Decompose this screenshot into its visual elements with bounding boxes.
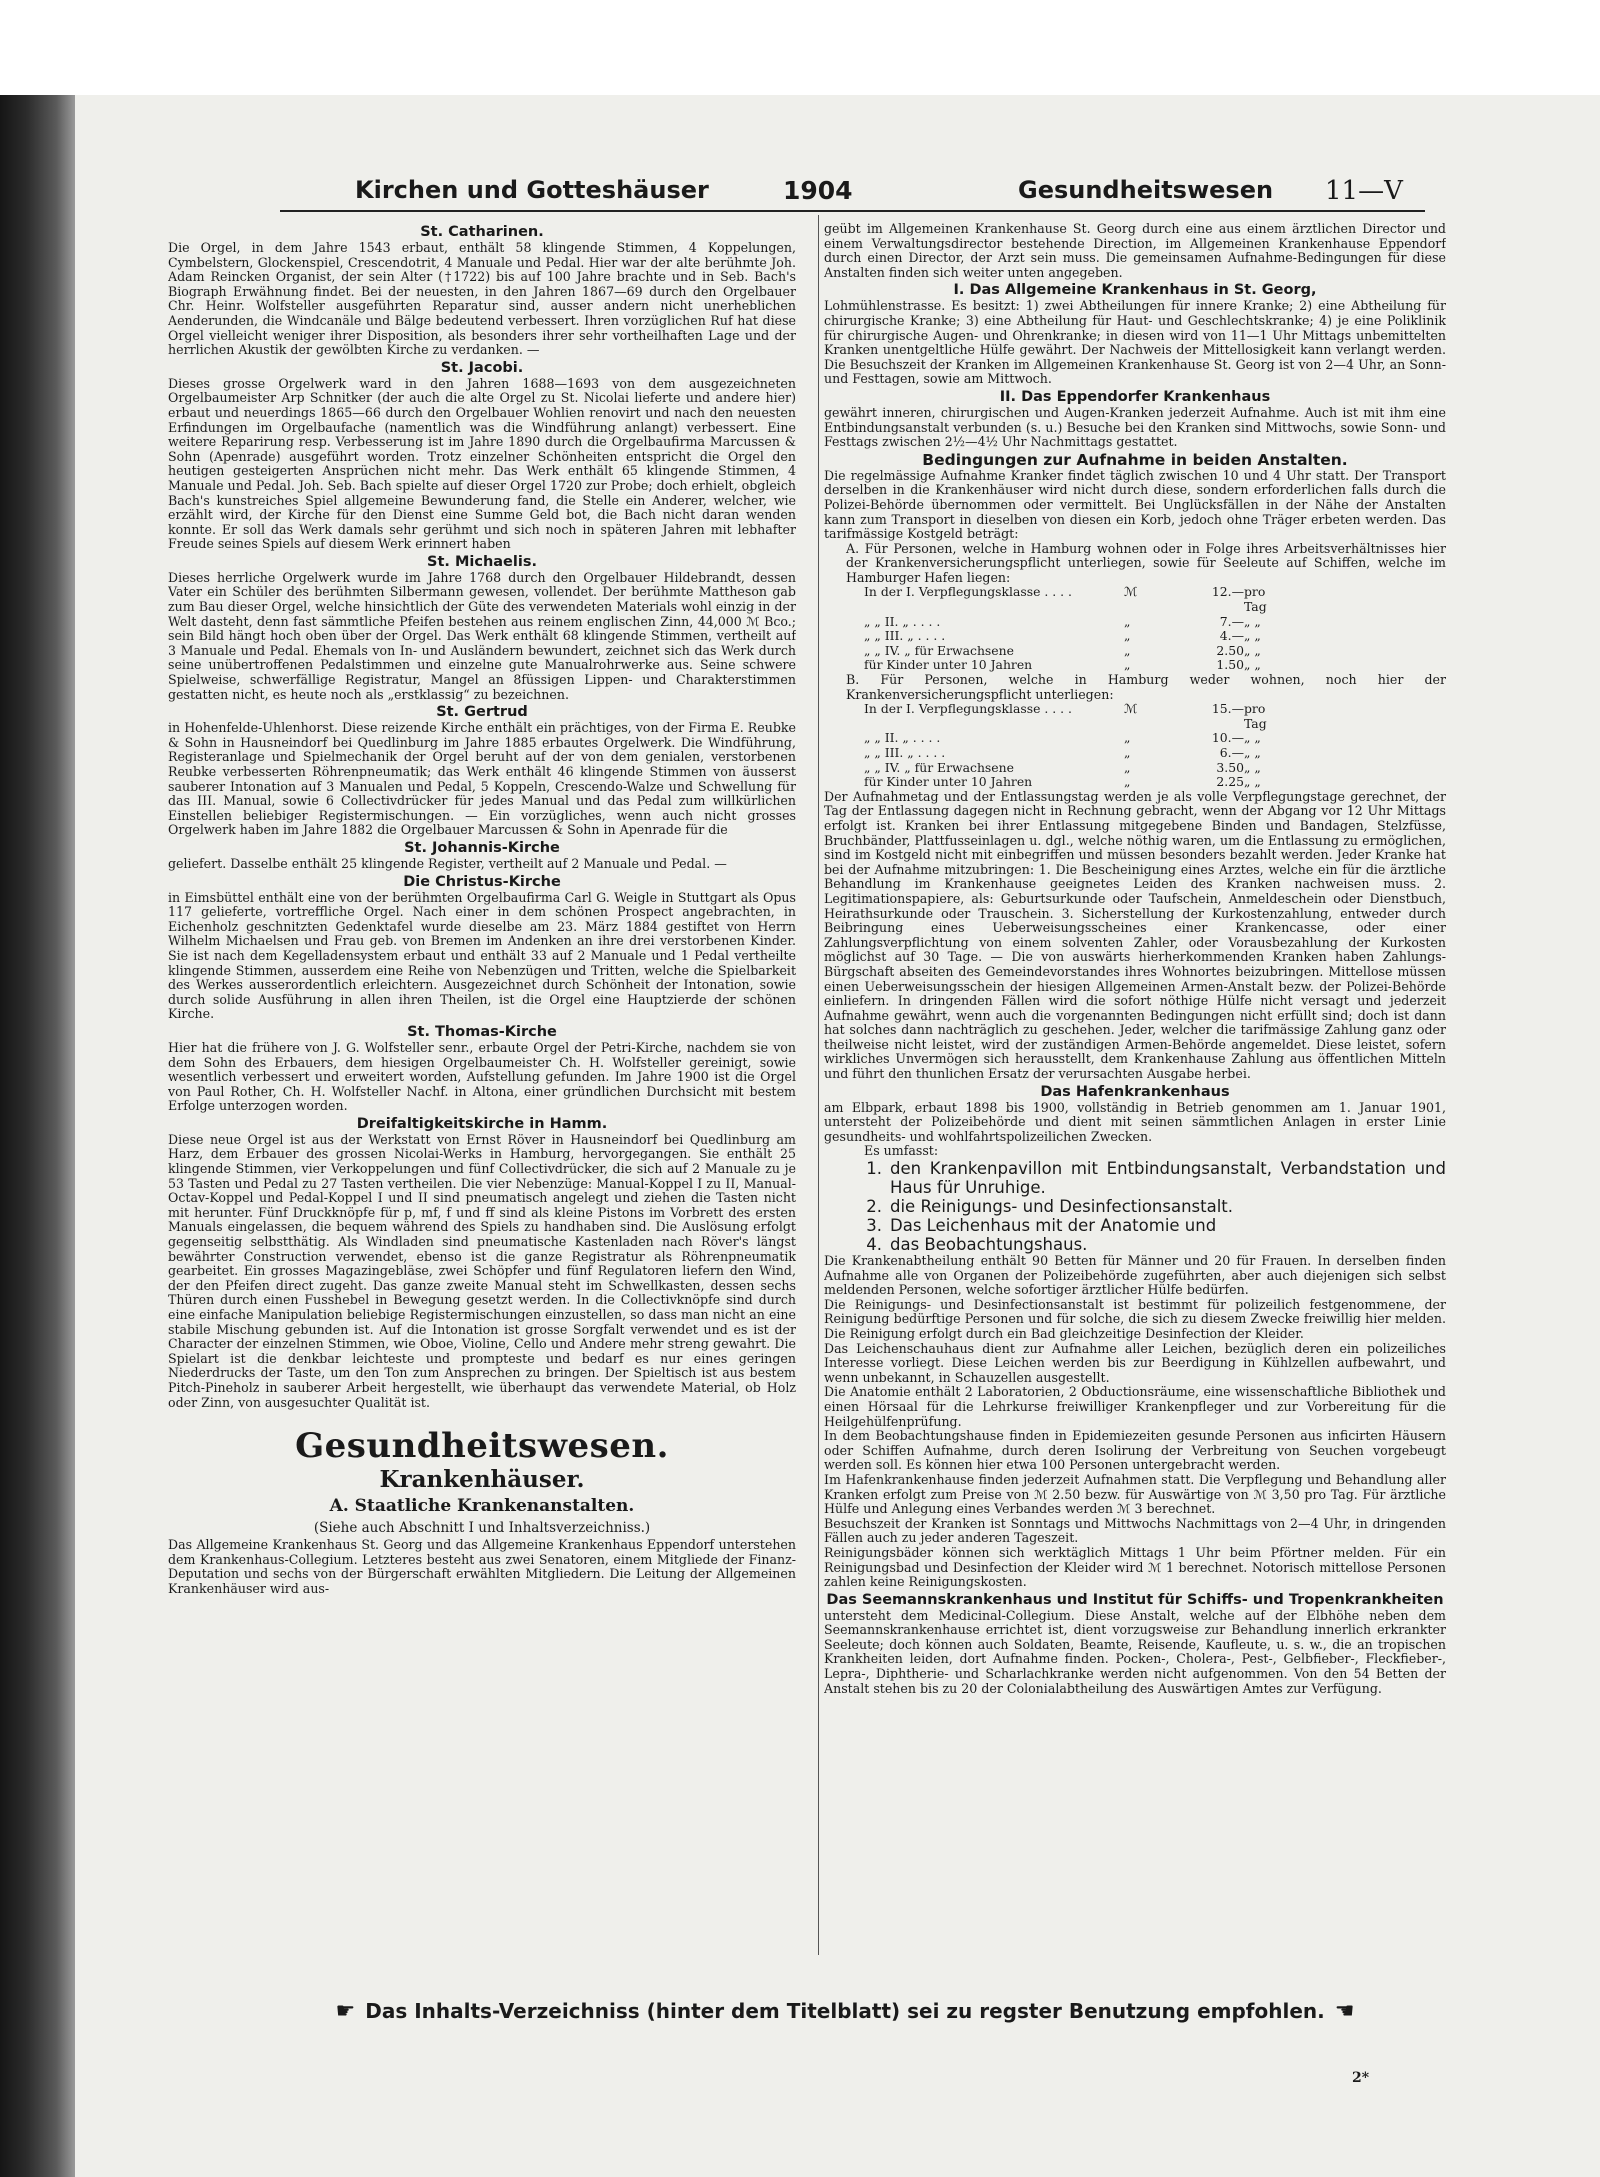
heading-staatliche-krankenanstalten: A. Staatliche Krankenanstalten. <box>329 1496 635 1517</box>
heading-st-gertrud: St. Gertrud <box>436 704 528 721</box>
footer-notice <box>270 1996 1420 2026</box>
text-dreifaltigkeitskirche: Diese neue Orgel ist aus der Werkstatt von Ernst Röver in Hausneindorf bei Quedlinburg am Harz, dem Erbauer des grossen Nicolai-Werks in Hamburg, hervorgegangen. Sie enthält 25 klingende Stimmen, vier Verkoppelungen und fünf Collectivdrücker, die sich auf 2 Manuale zu je 53 Tasten und Pedal zu 27 Tasten vertheilen. Die vier Nebenzüge: Manual-Koppel I zu II, Manual-Octav-Koppel und Pedal-Koppel I und II sind pneumatisch angelegt und ziehen die Tasten nicht mit herunter. Fünf Druckknöpfe für p, mf, f und ff sind als kleine Pistons im Vorbrett des ersten Manuals eingelassen, die bequem während des Spiels zu handhaben sind. Die Auslösung erfolgt gegenseitig selbstthätig. Als Windladen sind pneumatische Kastenladen nach Röver's längst bewährter Construction verwendet, ebenso ist die ganze Registratur als Röhrenpneumatik gearbeitet. Ein grosses Magazingebläse, zwei Schöpfer und fünf Regulatoren liefern den Wind, der den Pfeifen direct zugeht. Das ganze zweite Manual steht im Schwellkasten, dessen sechs Thüren durch einen Fusshebel in Bewegung gesetzt werden. In die Collectivknöpfe sind durch eine einfache Manipulation beliebige Registermischungen einzustellen, so dass man nicht an eine stabile Mischung gebunden ist. Auf die Intonation ist grosse Sorgfalt verwendet und es ist der Character der einzelnen Stimmen, wie Oboe, Violine, Cello und Andere mehr streng gewahrt. Die Spielart ist die denkbar leichteste und prompteste und bedarf es nur eines geringen Niederdrucks der Taste, um den Ton zum Ansprechen zu bringen. Der Spieltisch ist aus bestem Pitch-Pineholz in sauberer Arbeit hergestellt, wie überhaupt das verwendete Material, ob Holz oder Zinn, von ausgesuchter Qualität ist. <box>168 1131 796 1410</box>
running-header <box>280 170 1425 212</box>
header-section-title: Kirchen und Gotteshäuser <box>355 176 709 204</box>
tariff-row: „ „ II. „ . . . . „ 10.— „ „ <box>864 730 1261 746</box>
tariff-row: „ „ III. „ . . . . „ 6.— „ „ <box>864 745 1261 760</box>
pointing-hand-right-icon: ☛ <box>335 1998 356 2024</box>
hafenkrankenhaus-list <box>824 1159 1446 1254</box>
tariff-row: In der I. Verpflegungsklasse . . . . ℳ 15.— pro Tag <box>864 701 1267 731</box>
scan-edge <box>0 95 75 2177</box>
text-leichenschauhaus: Das Leichenschauhaus dient zur Aufnahme aller Leichen, bezüglich deren ein polizeiliches Interesse vorliegt. Diese Leichen werden bis zur Beerdigung in Kühlzellen aufbewahrt, und wenn unbekannt, in Schauzellen ausgestellt. <box>824 1340 1446 1385</box>
tariff-row: für Kinder unter 10 Jahren „ 1.50 „ „ <box>864 657 1261 673</box>
text-st-catharinen: Die Orgel, in dem Jahre 1543 erbaut, enthält 58 klingende Stimmen, 4 Koppelungen, Cymbelstern, Glockenspiel, Crescendotrit, 4 Manuale und Pedal. Hier war der alte berühmte Joh. Adam Reincken Organist, der sein Alter (†1722) bis auf 100 Jahre brachte und in Seb. Bach's Biograph Erwähnung findet. Bei der neuesten, in den Jahren 1867—69 durch den Orgelbauer Chr. Heinr. Wolfsteller ausgeführten Reparatur sind, ausser andern nicht unerheblichen Aenderunden, die Windcanäle und Bälge bedeutend verbessert. Ihren vorzüglichen Ruf hat diese Orgel vielleicht weniger ihrer Disposition, als besonders ihrer sehr vortheilhaften Lage und der herrlichen Akustik der gewölbten Kirche zu verdanken. — <box>168 240 796 358</box>
text-aufnahme-bedingungen: Die regelmässige Aufnahme Kranker findet täglich zwischen 10 und 4 Uhr statt. Der Transport derselben in die Krankenhäuser wird nicht durch diese, sondern erforderlichen falls durch die Polizei-Behörde übernommen oder vermittelt. Bei Unglücksfällen in der Nähe der Anstalten kann zum Transport in dieselben von diesen ein Korb, jedoch ohne Träger erbeten werden. Das tarifmässige Kostgeld beträgt: <box>824 467 1446 542</box>
heading-st-jacobi: St. Jacobi. <box>440 359 524 376</box>
list-item: 1. den Krankenpavillon mit Entbindungsanstalt, Verbandstation und Haus für Unruhige. <box>866 1159 1446 1198</box>
tariff-row: „ „ III. „ . . . . „ 4.— „ „ <box>864 628 1261 644</box>
text-reinigungsbaeder: Reinigungsbäder können sich werktäglich Mittags 1 Uhr beim Pförtner melden. Für ein Reinigungsbad und Desinfection der Kleider wird ℳ 1 berechnet. Notorisch mittellose Personen zahlen keine Reinigungskosten. <box>824 1544 1446 1590</box>
text-krankenhaus-collegium: Das Allgemeine Krankenhaus St. Georg und das Allgemeine Krankenhaus Eppendorf unterstehen dem Krankenhaus-Collegium. Letzteres besteht aus zwei Senatoren, einem Mitgliede der Finanz-Deputation und sechs von der Bürgerschaft erwählten Mitgliedern. Die Leitung der Allgemeinen Krankenhäuser wird aus- <box>168 1537 796 1596</box>
right-column <box>824 222 1446 1957</box>
heading-st-johannis: St. Johannis-Kirche <box>404 839 560 856</box>
tariff-row: „ „ IV. „ für Erwachsene „ 3.50 „ „ <box>864 759 1261 775</box>
text-st-johannis: geliefert. Dasselbe enthält 25 klingende Register, vertheilt auf 2 Manuale und Pedal. — <box>168 855 727 871</box>
text-eppendorfer-krankenhaus: gewährt inneren, chirurgischen und Augen-Kranken jederzeit Aufnahme. Auch ist mit ihm eine Entbindungsanstalt verbunden (s. u.) Besuche bei den Kranken sind Mittwochs, sowie Sonn- und Festtags zwischen 2½—4½ Uhr Nachmittags gestattet. <box>824 404 1446 450</box>
footer-text: Das Inhalts-Verzeichniss (hinter dem Titelblatt) sei zu regster Benutzung empfohlen. <box>365 1999 1325 2023</box>
tariff-row: „ „ IV. „ für Erwachsene „ 2.50 „ „ <box>864 642 1261 658</box>
text-seemannskrankenhaus: untersteht dem Medicinal-Collegium. Diese Anstalt, welche auf der Elbhöhe neben dem Seemannskrankenhause errichtet ist, dient vorzugsweise zur Behandlung innerlich erkrankter Seeleute; doch können auch Soldaten, Beamte, Reisende, Kaufleute, u. s. w., die an tropischen Krankheiten leiden, dort Aufnahme finden. Pocken-, Cholera-, Pest-, Gelbfieber-, Fleckfieber-, Lepra-, Diphtherie- und Scharlachkranke werden nicht aufgenommen. Von den 54 Betten der Anstalt stehen bis zu 20 der Colonialabtheilung des Auswärtigen Amtes zur Verfügung. <box>824 1607 1446 1696</box>
heading-aufnahme-bedingungen: Bedingungen zur Aufnahme in beiden Anstalten. <box>922 450 1348 469</box>
cross-reference-note: (Siehe auch Abschnitt I und Inhaltsverzeichniss.) <box>313 1520 651 1537</box>
tariff-group-b-heading: B. Für Personen, welche in Hamburg weder wohnen, noch hier der Krankenversicherungspflicht unterliegen: <box>846 672 1446 702</box>
header-year: 1904 <box>783 176 853 205</box>
text-aufnahmetag: Der Aufnahmetag und der Entlassungstag werden je als volle Verpflegungstage gerechnet, der Tag der Entlassung dagegen nicht in Rechnung gebracht, wenn der Abgang vor 12 Uhr Mittags erfolgt ist. Kranken bei ihrer Entlassung mitgegebene Binden und Bandagen, Stelzfüsse, Bruchbänder, Plattfusseinlagen u. dgl., welche nöthig waren, um die Entlassung zu ermöglichen, sind im Kostgeld nicht mit einbegriffen und müssen besonders bezahlt werden. Jeder Kranke hat bei der Aufnahme mitzubringen: 1. Die Bescheinigung eines Arztes, welche ein für die ärztliche Behandlung im Krankenhause geeignetes Leiden des Kranken nachweisen muss. 2. Legitimationspapiere, als: Geburtsurkunde oder Taufschein, Anmeldeschein oder Dienstbuch, Heirathsurkunde oder Trauschein. 3. Sicherstellung der Kurkostenzahlung, entweder durch Beibringung eines Ueberweisungsscheines einer Krankencasse, oder einer Zahlungsverpflichtung von einem solventen Zahler, oder Vorausbezahlung der Kurkosten möglichst auf 30 Tage. — Die von auswärts hierherkommenden Kranken haben Zahlungs-Bürgschaft abseiten des Gemeindevorstandes ihres Wohnortes beizubringen. Mittellose müssen einen Ueberweisungsschein der hiesigen Allgemeinen Armen-Anstalt bezw. der Polizei-Behörde einliefern. In dringenden Fällen wird die sofort nöthige Hülfe nicht versagt und jederzeit Aufnahme gewährt, wenn auch die vorgenannten Bedingungen nicht erfüllt sind; doch ist dann hat solches dann nachträglich zu geschehen. Jeder, welcher die tarifmässige Zahlung ganz oder theilweise nicht leistet, wird der zuständigen Armen-Behörde angemeldet. Diese leistet, sofern wirkliches Unvermögen sich herausstellt, dem Krankenhause Zahlung aus öffentlichen Mitteln und führt den thunlichen Ersatz der verursachten Ausgabe herbei. <box>824 788 1446 1082</box>
printer-signature: 2* <box>1352 2070 1370 2086</box>
text-krankenabtheilung: Die Krankenabtheilung enthält 90 Betten für Männer und 20 für Frauen. In derselben finden Aufnahme alle von Organen der Polizeibehörde zugeführten, aber auch diejenigen sich selbst meldenden Personen, welche sofortiger ärztlicher Hülfe bedürfen. <box>824 1253 1446 1298</box>
text-hafenkrankenhaus: am Elbpark, erbaut 1898 bis 1900, vollständig in Betrieb genommen am 1. Januar 1901, untersteht der Polizeibehörde und dient mit seinen sämmtlichen Anlagen in erster Linie gesundheits- und wohlfahrtspolizeilichen Zwecken. <box>824 1099 1446 1144</box>
tariff-row: „ „ II. „ . . . . „ 7.— „ „ <box>864 613 1261 629</box>
text-st-gertrud: in Hohenfelde-Uhlenhorst. Diese reizende Kirche enthält ein prächtiges, von der Firma E. Reubke & Sohn in Hausneindorf bei Quedlinburg im Jahre 1885 erbautes Orgelwerk. Die Windführung, Registeranlage und Spielmechanik der Orgel beruht auf der von dem genialen, verstorbenen Reubke verbesserten Röhrenpneumatik; das Werk enthält 46 klingende Stimmen von äusserst sauberer Intonation auf 3 Manualen und Pedal, 5 Koppeln, Crescendo-Walze und Schwellung für das III. Manual, sowie 6 Collectivdrücker für jedes Manual und das Pedal zum willkürlichen Einstellen beliebiger Registermischungen. — Ein vorzügliches, wenn auch nicht grosses Orgelwerk haben im Jahre 1882 die Orgelbauer Marcussen & Sohn in Apenrade für die <box>168 720 796 838</box>
header-page-number: 11—V <box>1325 176 1403 206</box>
text-krankenhaus-st-georg: Lohmühlenstrasse. Es besitzt: 1) zwei Abtheilungen für innere Kranke; 2) eine Abtheilung für chirurgische Kranke; 3) eine Abtheilung für Haut- und Geschlechtskranke; 4) je eine Poliklinik für chirurgische Augen- und Ohrenkranke; in diesen wird von 11—1 Uhr Mittags unbemittelten Kranken unentgeltliche Hülfe gewährt. Der Nachweis der Mittellosigkeit kann verlangt werden. Die Besuchszeit der Kranken im Allgemeinen Krankenhause St. Georg ist von 2—4 Uhr, an Sonn- und Festtagen, sowie am Mittwoch. <box>824 298 1446 387</box>
text-st-thomas: Hier hat die frühere von J. G. Wolfsteller senr., erbaute Orgel der Petri-Kirche, nachdem sie von dem Sohn des Erbauers, dem hiesigen Orgelbaumeister Ch. H. Wolfsteller gereinigt, sowie wesentlich verbessert und erweitert worden, Aufstellung gefunden. Im Jahre 1900 ist die Orgel von Paul Rother, Ch. H. Wolfsteller Nachf. in Altona, einer gründlichen Durchsicht mit bestem Erfolge unterzogen worden. <box>168 1039 796 1114</box>
list-item: 2. die Reinigungs- und Desinfectionsanstalt. <box>866 1197 1234 1217</box>
text-beobachtungshaus: In dem Beobachtungshause finden in Epidemiezeiten gesunde Personen aus inficirten Häusern oder Schiffen Aufnahme, durch deren Isolirung der Verbreitung von Seuchen vorgebeugt werden soll. Es können hier etwa 100 Personen untergebracht werden. <box>824 1428 1446 1473</box>
text-besuchszeit: Besuchszeit der Kranken ist Sonntags und Mittwochs Nachmittags von 2—4 Uhr, in dringenden Fällen auch zu jeder anderen Tageszeit. <box>824 1515 1446 1546</box>
section-subtitle-krankenhaeuser: Krankenhäuser. <box>379 1466 585 1494</box>
tariff-group-a-table <box>824 585 1446 673</box>
pointing-hand-left-icon: ☚ <box>1334 1998 1355 2024</box>
heading-hafenkrankenhaus: Das Hafenkrankenhaus <box>1040 1083 1230 1100</box>
list-item: 3. Das Leichenhaus mit der Anatomie und <box>866 1216 1217 1236</box>
left-column <box>168 222 796 1982</box>
heading-seemannskrankenhaus: Das Seemannskrankenhaus und Institut für Schiffs- und Tropenkrankheiten <box>826 1591 1444 1608</box>
text-st-michaelis: Dieses herrliche Orgelwerk wurde im Jahre 1768 durch den Orgelbauer Hildebrandt, dessen Vater ein Schüler des berühmten Silbermann gewesen, vollendet. Der berühmte Mattheson gab zum Bau dieser Orgel, welche hinsichtlich der Güte des verwendeten Materials wohl einzig in der Welt dasteht, denn fast sämmtliche Pfeifen bestehen aus reinem englischen Zinn, 44,000 ℳ Bco.; sein Bild hängt hoch oben über der Orgel. Das Werk enthält 68 klingende Stimmen, vertheilt auf 3 Manuale und Pedal. Ehemals von In- und Ausländern bewundert, zeichnet sich das Werk durch seine unübertroffenen Pedalstimmen und einzelne gute Manualrohrwerke aus. Seine schwere Spielweise, schwerfällige Registratur, Mangel an 8füssigen Lippen- und Charakterstimmen gestatten nicht, es heute noch als „erstklassig“ zu bezeichnen. <box>168 569 796 702</box>
text-aufnahmen-jederzeit: Im Hafenkrankenhause finden jederzeit Aufnahmen statt. Die Verpflegung und Behandlung aller Kranken erfolgt zum Preise von ℳ 2.50 bezw. für Auswärtige von ℳ 3,50 pro Tag. Für ärztliche Hülfe und Anlegung eines Verbandes werden ℳ 3 berechnet. <box>824 1471 1446 1517</box>
text-anatomie: Die Anatomie enthält 2 Laboratorien, 2 Obductionsräume, eine wissenschaftliche Bibliothek und einen Hörsaal für die Lehrkurse freiwilliger Krankenpfleger und zur Vorbereitung für die Heilgehülfenprüfung. <box>824 1384 1446 1429</box>
text-reinigungsanstalt: Die Reinigungs- und Desinfectionsanstalt ist bestimmt für polizeilich festgenommene, der Reinigung bedürftige Personen und für solche, die sich zu diesem Zwecke freiwillig hier melden. Die Reinigung erfolgt durch ein Bad gleichzeitige Desinfection der Kleider. <box>824 1296 1446 1341</box>
heading-eppendorfer-krankenhaus: II. Das Eppendorfer Krankenhaus <box>999 388 1271 405</box>
list-item: 4. das Beobachtungshaus. <box>866 1235 1088 1255</box>
text-es-umfasst: Es umfasst: <box>864 1143 939 1159</box>
column-divider <box>818 215 819 1955</box>
text-direction-continued: geübt im Allgemeinen Krankenhause St. Georg durch eine aus einem ärztlichen Director und einem Verwaltungsdirector bestehende Direction, im Allgemeinen Krankenhause Eppendorf durch einen Director, der Arzt sein muss. Die gemeinsamen Aufnahme-Bedingungen für diese Anstalten finden sich weiter unten angegeben. <box>824 222 1446 280</box>
heading-christus-kirche: Die Christus-Kirche <box>403 873 561 890</box>
section-title-gesundheitswesen: Gesundheitswesen. <box>295 1426 669 1467</box>
tariff-row: für Kinder unter 10 Jahren „ 2.25 „ „ <box>864 774 1261 790</box>
text-st-jacobi: Dieses grosse Orgelwerk ward in den Jahren 1688—1693 von dem ausgezeichneten Orgelbaumeister Arp Schnitker (der auch die alte Orgel zu St. Nicolai lieferte und andere hier) erbaut und neuerdings 1865—66 durch den Orgelbauer Wohlien renovirt und nach den neuesten Erfindungen im Orgelbaufache (namentlich was die Windführung anlangt) verbessert. Eine weitere Reparirung resp. Verbesserung ist im Jahre 1890 durch die Orgelbaufirma Marcussen & Sohn (Apenrade) ausgeführt worden. Trotz einzelner Schönheiten entspricht die Orgel den heutigen gesteigerten Ansprüchen nicht mehr. Das Werk enthält 65 klingende Stimmen, 4 Manuale und Pedal. Joh. Seb. Bach spielte auf dieser Orgel 1720 zur Probe; doch erhielt, obgleich Bach's kunstreiches Spiel allgemeine Bewunderung fand, die Stelle ein Anderer, welcher, wie erzählt wird, der Kirche für den Dienst eine Summe Geld bot, die Bach nicht daran wenden konnte. Er soll das Werk damals sehr gerühmt und sich noch in späteren Jahren mit lebhafter Freude seines Spiels auf diesem Werk erinnert haben <box>168 375 796 552</box>
heading-dreifaltigkeitskirche: Dreifaltigkeitskirche in Hamm. <box>356 1115 608 1132</box>
text-christus-kirche: in Eimsbüttel enthält eine von der berühmten Orgelbaufirma Carl G. Weigle in Stuttgart als Opus 117 gelieferte, vortreffliche Orgel. Nach einer in dem schönen Prospect angebrachten, in Eichenholz geschnitzten Gedenktafel wurde dieselbe am 23. März 1884 gestiftet von Herrn Wilhelm Michaelsen und Frau geb. von Bremen im Andenken an ihre drei verstorbenen Kinder. Sie ist nach dem Kegelladensystem erbaut und enthält 33 auf 2 Manuale und 1 Pedal vertheilte klingende Stimmen, ausserdem eine Reihe von Nebenzügen und Tritten, welche die Spielbarkeit des Werkes ausserordentlich erleichtern. Ausgezeichnet durch Schönheit der Intonation, sowie durch solide Ausführung in allen ihren Theilen, ist die Orgel eine Hauptzierde der schönen Kirche. <box>168 889 796 1022</box>
heading-st-michaelis: St. Michaelis. <box>427 553 537 570</box>
tariff-row: In der I. Verpflegungsklasse . . . . ℳ 12.— pro Tag <box>864 584 1267 615</box>
heading-st-catharinen: St. Catharinen. <box>420 224 544 240</box>
heading-st-thomas: St. Thomas-Kirche <box>407 1023 557 1040</box>
heading-krankenhaus-st-georg: I. Das Allgemeine Krankenhaus in St. Georg, <box>953 282 1317 299</box>
header-chapter-title: Gesundheitswesen <box>1018 176 1274 204</box>
tariff-group-b-table <box>824 702 1446 790</box>
tariff-group-a-heading: A. Für Personen, welche in Hamburg wohnen oder in Folge ihres Arbeitsverhältnisses hier der Krankenversicherungspflicht unterliegen, sowie für Seeleute auf Schiffen, welche im Hamburger Hafen liegen: <box>846 540 1446 585</box>
